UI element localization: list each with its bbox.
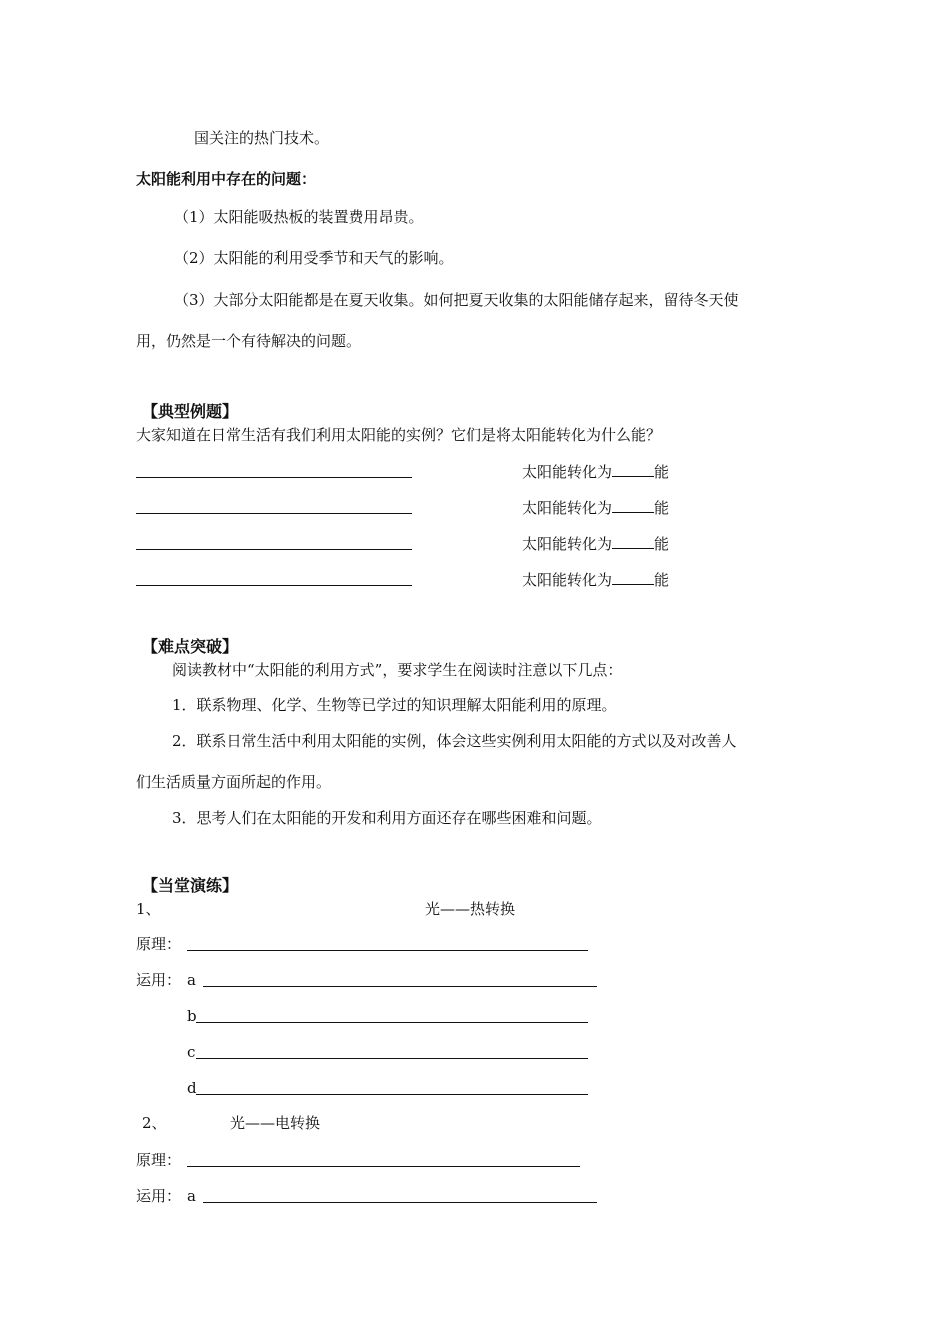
q1-usage-label: 运用： bbox=[136, 971, 182, 989]
question-2-number: 2、 bbox=[142, 1114, 167, 1132]
q1-option-c: c bbox=[187, 1043, 196, 1061]
conversion-prefix: 太阳能转化为 bbox=[522, 535, 613, 553]
q2-principle-label: 原理： bbox=[136, 1151, 182, 1169]
example-answer-line-2[interactable] bbox=[136, 513, 412, 514]
difficulty-heading: 【难点突破】 bbox=[142, 637, 239, 656]
problem-item-3-line-2: 用，仍然是一个有待解决的问题。 bbox=[136, 332, 362, 350]
conversion-blank[interactable] bbox=[612, 533, 654, 549]
practice-heading: 【当堂演练】 bbox=[142, 876, 239, 895]
example-answer-line-3[interactable] bbox=[136, 549, 412, 550]
example-answer-line-1[interactable] bbox=[136, 477, 412, 478]
conversion-suffix: 能 bbox=[654, 463, 670, 481]
conversion-suffix: 能 bbox=[654, 499, 670, 517]
difficulty-point-2-line-1: 2．联系日常生活中利用太阳能的实例，体会这些实例利用太阳能的方式以及对改善人 bbox=[172, 732, 737, 750]
conversion-suffix: 能 bbox=[654, 571, 670, 589]
q1-option-a: a bbox=[187, 971, 196, 989]
example-conversion-1 bbox=[522, 461, 669, 482]
conversion-blank[interactable] bbox=[612, 461, 654, 477]
problem-item-3-line-1: （3）大部分太阳能都是在夏天收集。如何把夏天收集的太阳能储存起来，留待冬天使 bbox=[174, 291, 739, 309]
problem-item-2: （2）太阳能的利用受季节和天气的影响。 bbox=[174, 249, 454, 267]
q1-principle-label: 原理： bbox=[136, 935, 182, 953]
problems-heading: 太阳能利用中存在的问题： bbox=[136, 170, 317, 188]
intro-continuation: 国关注的热门技术。 bbox=[194, 129, 330, 147]
conversion-blank[interactable] bbox=[612, 497, 654, 513]
example-conversion-3 bbox=[522, 533, 669, 554]
example-conversion-4 bbox=[522, 569, 669, 590]
q1-usage-line-c[interactable] bbox=[196, 1058, 588, 1059]
q1-usage-line-b[interactable] bbox=[196, 1022, 588, 1023]
question-2-title: 光——电转换 bbox=[230, 1114, 321, 1132]
example-answer-line-4[interactable] bbox=[136, 585, 412, 586]
q2-usage-label: 运用： bbox=[136, 1187, 182, 1205]
q2-principle-line[interactable] bbox=[187, 1166, 580, 1167]
q1-usage-line-a[interactable] bbox=[203, 986, 597, 987]
examples-question: 大家知道在日常生活有我们利用太阳能的实例？它们是将太阳能转化为什么能？ bbox=[136, 426, 662, 444]
q1-option-d: d bbox=[187, 1079, 197, 1097]
difficulty-point-1: 1．联系物理、化学、生物等已学过的知识理解太阳能利用的原理。 bbox=[172, 696, 617, 714]
conversion-suffix: 能 bbox=[654, 535, 670, 553]
question-1-number: 1、 bbox=[136, 900, 161, 918]
conversion-prefix: 太阳能转化为 bbox=[522, 571, 613, 589]
difficulty-point-2-line-2: 们生活质量方面所起的作用。 bbox=[136, 773, 332, 791]
q2-usage-line-a[interactable] bbox=[203, 1202, 597, 1203]
q1-usage-line-d[interactable] bbox=[196, 1094, 588, 1095]
example-conversion-2 bbox=[522, 497, 669, 518]
question-1-title: 光——热转换 bbox=[425, 900, 516, 918]
conversion-blank[interactable] bbox=[612, 569, 654, 585]
conversion-prefix: 太阳能转化为 bbox=[522, 463, 613, 481]
q2-option-a: a bbox=[187, 1187, 196, 1205]
q1-option-b: b bbox=[187, 1007, 197, 1025]
problem-item-1: （1）太阳能吸热板的装置费用昂贵。 bbox=[174, 208, 424, 226]
examples-heading: 【典型例题】 bbox=[142, 402, 239, 421]
conversion-prefix: 太阳能转化为 bbox=[522, 499, 613, 517]
difficulty-point-3: 3．思考人们在太阳能的开发和利用方面还存在哪些困难和问题。 bbox=[172, 809, 602, 827]
q1-principle-line[interactable] bbox=[187, 950, 588, 951]
difficulty-intro: 阅读教材中“太阳能的利用方式”，要求学生在阅读时注意以下几点： bbox=[172, 661, 623, 679]
